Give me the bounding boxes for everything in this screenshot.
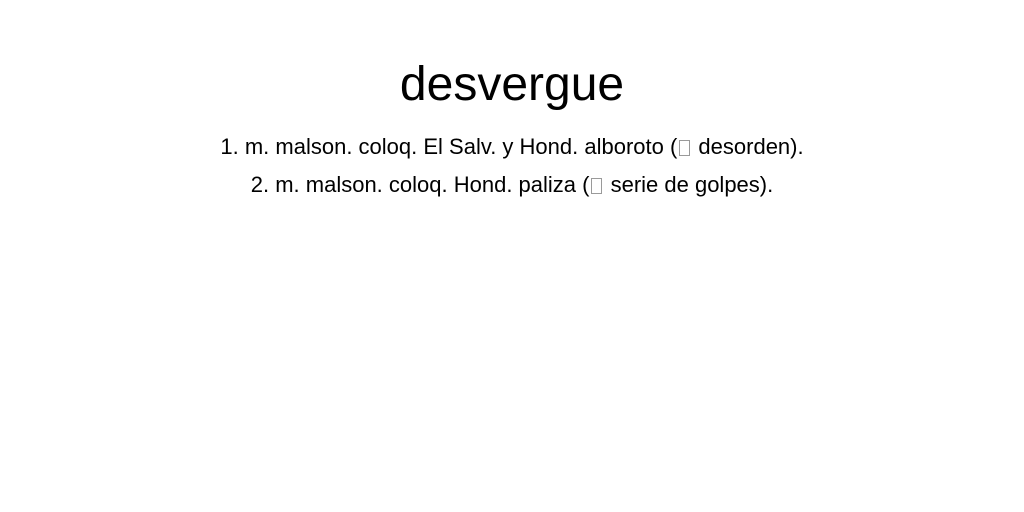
- sense-1: [0, 128, 1024, 166]
- sense-1-text: 1. m. malson. coloq. El Salv. y Hond. alboroto (: [220, 134, 678, 159]
- sense-1-definition: desorden).: [692, 134, 804, 159]
- headword: desvergue: [399, 58, 625, 111]
- sense-2-text: 2. m. malson. coloq. Hond. paliza (: [250, 172, 590, 197]
- sense-2-definition: serie de golpes).: [604, 172, 774, 197]
- sense-list: [0, 128, 1024, 204]
- missing-glyph-icon: [679, 140, 690, 156]
- sense-2: [0, 166, 1024, 204]
- missing-glyph-icon: [591, 178, 602, 194]
